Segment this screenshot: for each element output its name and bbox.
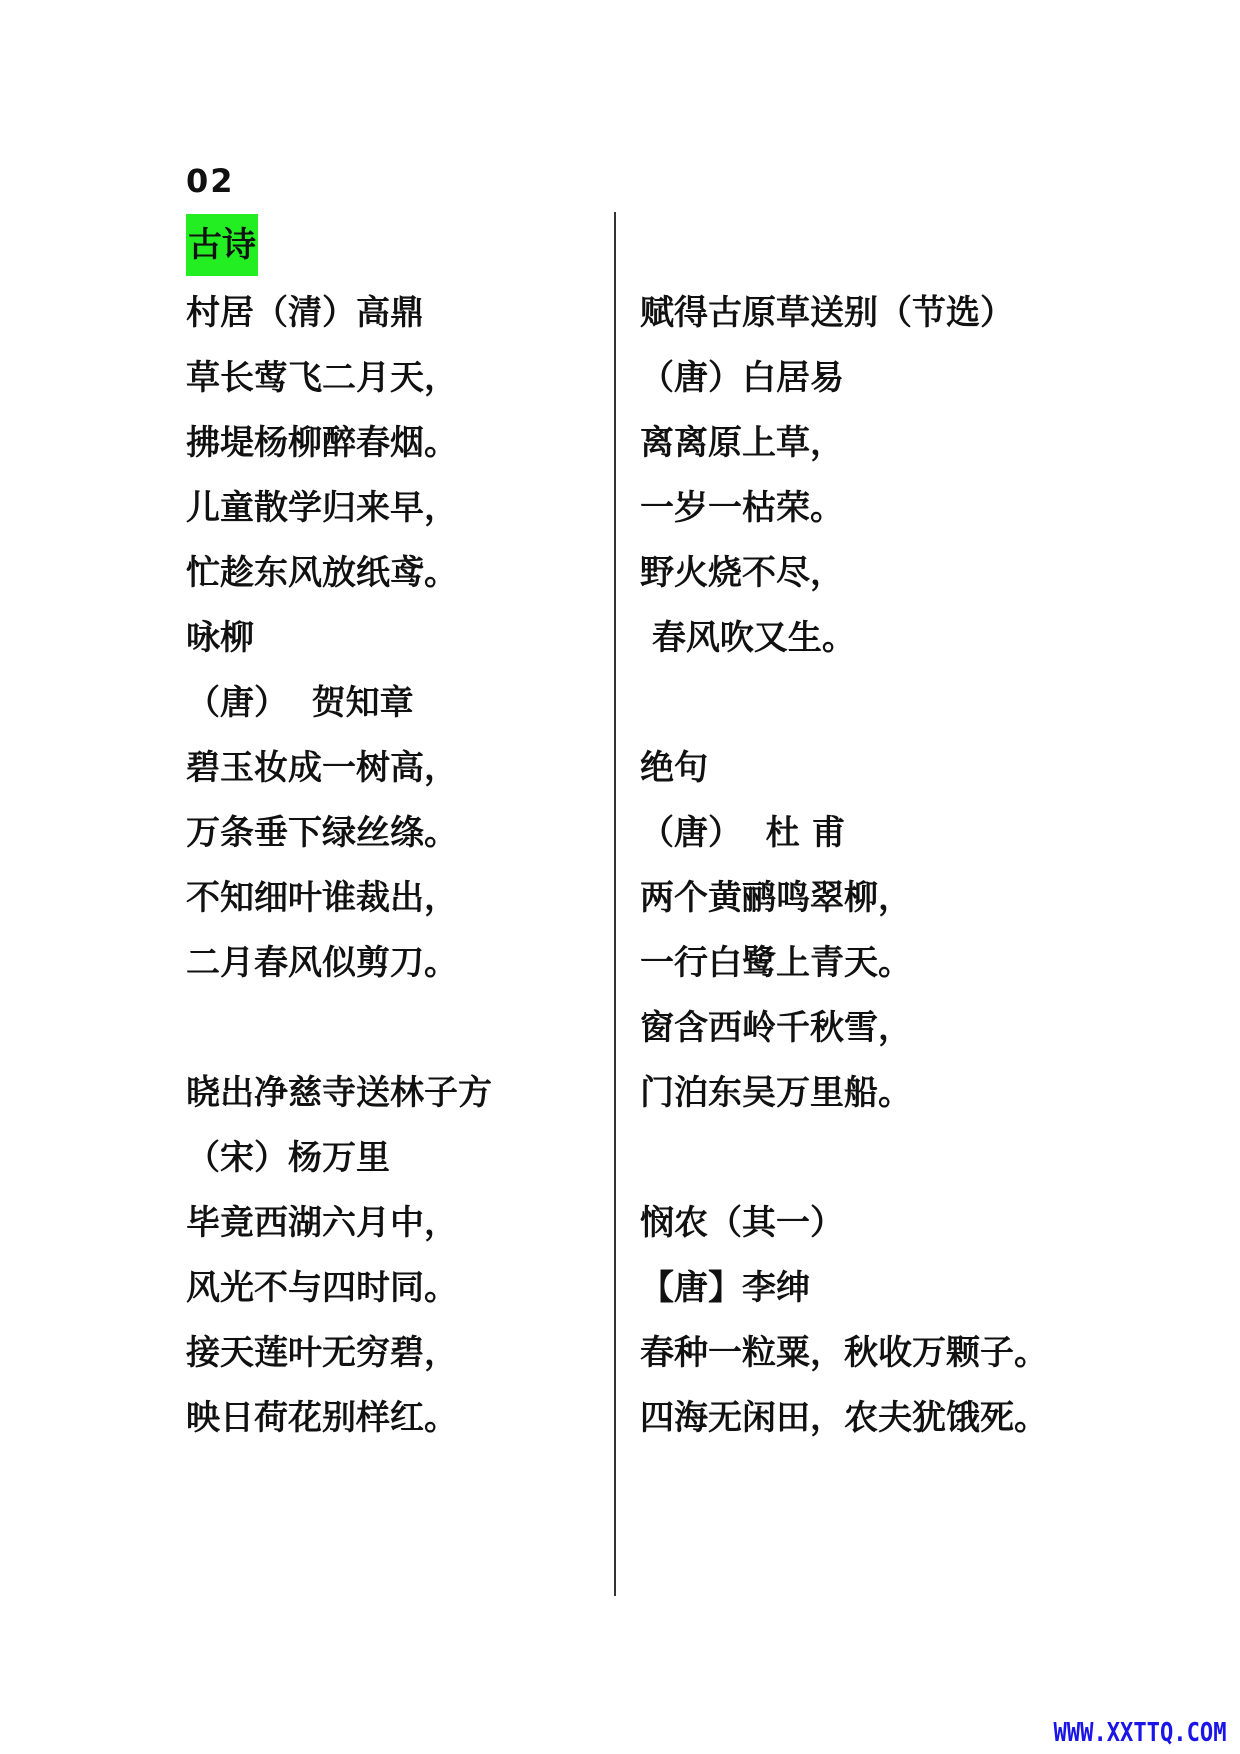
- poem-line: 映日荷花别样红。: [186, 1398, 458, 1438]
- poem-line: 万条垂下绿丝绦。: [186, 813, 458, 853]
- poem-line: 风光不与四时同。: [186, 1268, 458, 1308]
- poem-line: 接天莲叶无穷碧，: [186, 1333, 458, 1373]
- poem-line: 草长莺飞二月天，: [186, 358, 458, 398]
- blank-line: [186, 1003, 626, 1068]
- poem-line: 两个黄鹂鸣翠柳，: [640, 878, 912, 918]
- poem-line: 晓出净慈寺送林子方: [186, 1073, 492, 1113]
- poem-line: 咏柳: [186, 618, 254, 658]
- poem-line: 赋得古原草送别（节选）: [640, 293, 1014, 333]
- poem-line: 门泊东吴万里船。: [640, 1073, 912, 1113]
- poem-line: 二月春风似剪刀。: [186, 943, 458, 983]
- poem-line: 村居（清）高鼎: [186, 293, 424, 333]
- poem-line: 悯农（其一）: [640, 1203, 844, 1243]
- poem-line: 四海无闲田，农夫犹饿死。: [640, 1398, 1048, 1438]
- poem-line: 绝句: [640, 748, 708, 788]
- poem-line: 野火烧不尽，: [640, 553, 844, 593]
- right-column: [640, 288, 1100, 1458]
- poem-line: 春种一粒粟，秋收万颗子。: [640, 1333, 1048, 1373]
- poem-line: （唐） 杜 甫: [640, 813, 846, 853]
- poem-line: 窗含西岭千秋雪，: [640, 1008, 912, 1048]
- blank-line: [640, 1133, 1100, 1198]
- poem-line: 毕竟西湖六月中，: [186, 1203, 458, 1243]
- poem-line: 春风吹又生。: [640, 618, 856, 658]
- left-column: [186, 288, 626, 1458]
- poem-line: 碧玉妆成一树高，: [186, 748, 458, 788]
- poem-line: （唐）白居易: [640, 358, 844, 398]
- site-watermark: WWW.XXTTQ.COM: [1053, 1718, 1226, 1748]
- blank-line: [640, 678, 1100, 743]
- poem-line: 【唐】李绅: [640, 1268, 810, 1308]
- section-title: 古诗: [186, 214, 258, 276]
- poem-line: （宋）杨万里: [186, 1138, 390, 1178]
- poem-line: 拂堤杨柳醉春烟。: [186, 423, 458, 463]
- poem-line: （唐） 贺知章: [186, 683, 414, 723]
- poem-line: 儿童散学归来早，: [186, 488, 458, 528]
- poem-line: 一行白鹭上青天。: [640, 943, 912, 983]
- poem-line: 忙趁东风放纸鸢。: [186, 553, 458, 593]
- poem-line: 一岁一枯荣。: [640, 488, 844, 528]
- poem-line: 离离原上草，: [640, 423, 844, 463]
- poem-line: 不知细叶谁裁出，: [186, 878, 458, 918]
- page-number: 02: [186, 162, 235, 200]
